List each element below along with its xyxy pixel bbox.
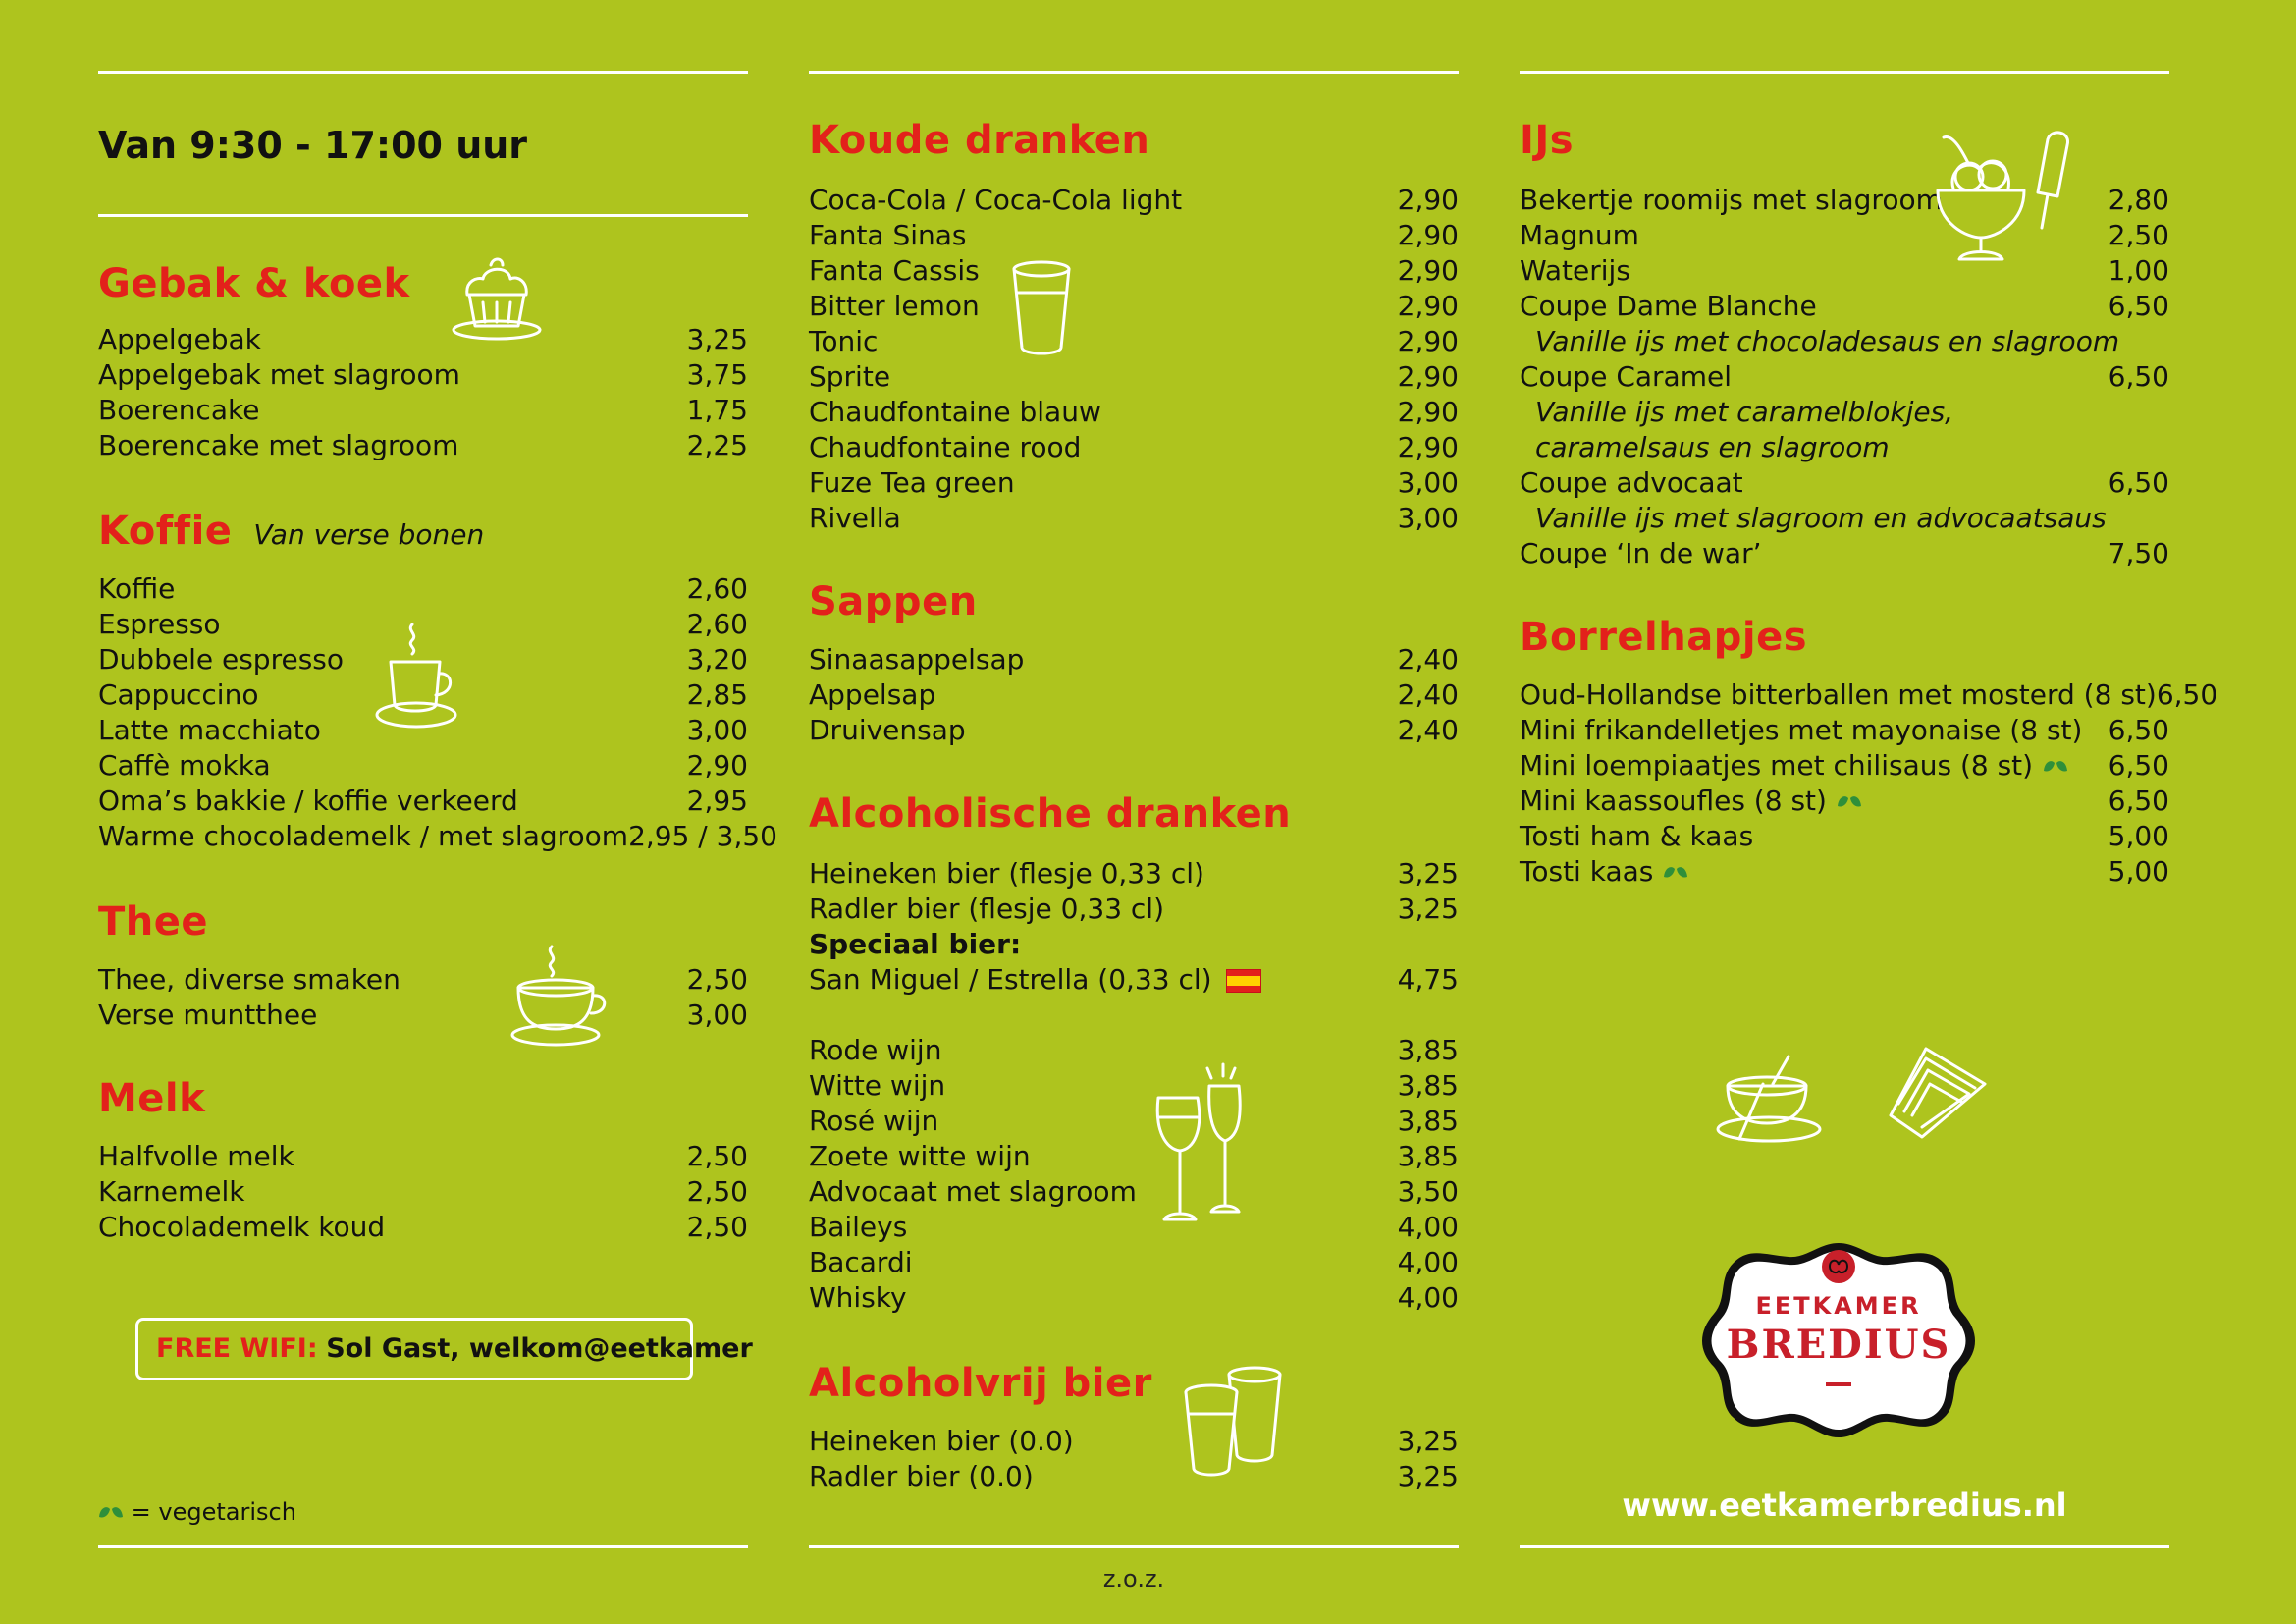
menu-item: [1520, 713, 2169, 748]
menu-item-name: [809, 1459, 1034, 1494]
section-title-ijs: IJs: [1520, 118, 1575, 163]
section-title-borrel: Borrelhapjes: [1520, 615, 1808, 660]
spain-flag-icon: [1226, 969, 1261, 993]
menu-item-name-text: Warme chocolademelk / met slagroom: [98, 820, 629, 852]
menu-item-name-text: Rosé wijn: [809, 1105, 939, 1137]
menu-item-name-text: Whisky: [809, 1281, 907, 1314]
menu-item-price: 2,50: [686, 1175, 748, 1208]
logo-dash: [1826, 1382, 1851, 1386]
menu-item: [809, 324, 1459, 359]
divider-top: [809, 71, 1459, 74]
opening-hours: Van 9:30 - 17:00 uur: [98, 124, 528, 167]
menu-item: [98, 784, 748, 819]
glass-icon: [1007, 257, 1076, 359]
menu-item: [98, 428, 748, 463]
menu-item-name: [98, 819, 628, 854]
menu-item-price: 3,25: [1397, 893, 1459, 925]
menu-item-name: [98, 393, 259, 428]
menu-item: [809, 183, 1459, 218]
menu-item-name: [809, 501, 901, 536]
menu-item-name-text: Witte wijn: [809, 1069, 946, 1102]
section-title-alcoholvrij: Alcoholvrij bier: [809, 1361, 1152, 1406]
menu-item: [809, 856, 1459, 892]
menu-item-name-text: Sprite: [809, 360, 891, 393]
menu-item-name: [809, 1068, 945, 1104]
menu-item-price: 4,75: [1397, 963, 1459, 996]
menu-item-price: 7,50: [2108, 537, 2169, 569]
menu-item-price: 2,50: [686, 963, 748, 996]
menu-item: [809, 1033, 1459, 1068]
wifi-label: FREE WIFI:: [156, 1333, 318, 1364]
menu-item-name-text: Dubbele espresso: [98, 643, 345, 676]
menu-item-price: 3,85: [1397, 1034, 1459, 1066]
menu-item-name: [98, 1210, 385, 1245]
menu-item-name-text: Mini kaassoufles (8 st): [1520, 785, 1827, 817]
menu-item: [98, 322, 748, 357]
logo-line2: BREDIUS: [1726, 1322, 1951, 1368]
menu-item-name-text: Advocaat met slagroom: [809, 1175, 1137, 1208]
menu-item-price: 2,25: [686, 429, 748, 461]
menu-item-name-text: Heineken bier (flesje 0,33 cl): [809, 857, 1204, 890]
menu-item-price: 3,85: [1397, 1105, 1459, 1137]
divider: [98, 214, 748, 217]
menu-item: [809, 892, 1459, 927]
menu-item-price: 6,50: [2108, 360, 2169, 393]
menu-item: [98, 748, 748, 784]
menu-item: [98, 819, 777, 854]
menu-item-name: [809, 1139, 1031, 1174]
section-title-gebak: Gebak & koek: [98, 261, 410, 306]
menu-item-price: 3,50: [1397, 1175, 1459, 1208]
menu-item-price: 5,00: [2108, 820, 2169, 852]
menu-item: [809, 1210, 1459, 1245]
menu-item-price: 3,00: [686, 714, 748, 746]
menu-list-melk: [98, 1139, 748, 1245]
menu-item-name-text: Appelsap: [809, 678, 936, 711]
menu-item-price: 2,90: [1397, 254, 1459, 287]
menu-item-name: [1520, 748, 2068, 784]
menu-item-price: 3,25: [1397, 857, 1459, 890]
menu-item-name: [809, 465, 1015, 501]
menu-item-price: 2,85: [686, 678, 748, 711]
menu-item-name-text: Cappuccino: [98, 678, 259, 711]
veg-legend-text: = vegetarisch: [131, 1498, 296, 1526]
menu-item: [1520, 784, 2169, 819]
menu-item-price: 2,90: [686, 749, 748, 782]
menu-item: [809, 713, 1459, 748]
menu-item-price: 2,90: [1397, 360, 1459, 393]
menu-item-price: 2,90: [1397, 184, 1459, 216]
divider-top: [1520, 71, 2169, 74]
menu-item-name-text: Mini frikandelletjes met mayonaise (8 st): [1520, 714, 2083, 746]
section-note-koffie: Van verse bonen: [253, 518, 485, 551]
menu-item-name: [1520, 713, 2082, 748]
menu-item-name-text: Rode wijn: [809, 1034, 942, 1066]
menu-item-name-text: Zoete witte wijn: [809, 1140, 1031, 1172]
leaf-icon: [1663, 863, 1688, 883]
menu-item-name: [809, 713, 966, 748]
menu-item: [98, 571, 748, 607]
menu-item-name-text: Appelgebak met slagroom: [98, 358, 460, 391]
menu-item-name: [98, 571, 175, 607]
divider-top: [98, 71, 748, 74]
menu-item-name: [1520, 536, 1762, 571]
menu-item-price: 2,90: [1397, 396, 1459, 428]
menu-item-name: [809, 430, 1081, 465]
menu-item-name: [809, 183, 1182, 218]
menu-item-name-text: Coca-Cola / Coca-Cola light: [809, 184, 1183, 216]
wifi-box: [135, 1318, 753, 1380]
menu-item-price: 2,90: [1397, 431, 1459, 463]
menu-item-price: 4,00: [1397, 1281, 1459, 1314]
menu-item-name: [98, 322, 261, 357]
menu-item-name-text: Oud-Hollandse bitterballen met mosterd (8 st): [1520, 678, 2157, 711]
menu-item-price: 2,95 / 3,50: [628, 820, 777, 852]
menu-item-price: 2,60: [686, 572, 748, 605]
menu-item-name: [809, 1174, 1137, 1210]
menu-item-name-text: Fanta Cassis: [809, 254, 980, 287]
menu-item-name-text: Boerencake met slagroom: [98, 429, 459, 461]
menu-item-name-text: Halfvolle melk: [98, 1140, 294, 1172]
menu-item: [809, 1459, 1459, 1494]
special-beer-label: Speciaal bier:: [809, 928, 1022, 960]
menu-item-name: [98, 713, 321, 748]
menu-item-price: 4,00: [1397, 1211, 1459, 1243]
menu-item-price: 5,00: [2108, 855, 2169, 888]
leaf-icon: [1837, 792, 1862, 812]
menu-item-name-text: Chaudfontaine blauw: [809, 396, 1101, 428]
menu-item-name-text: Radler bier (flesje 0,33 cl): [809, 893, 1165, 925]
menu-item-name-text: Fanta Sinas: [809, 219, 967, 251]
wine-glasses-icon: [1148, 1062, 1256, 1231]
menu-item-price: 2,50: [686, 1140, 748, 1172]
menu-list-koude: [809, 183, 1459, 536]
menu-item: [809, 1280, 1459, 1316]
menu-item-name-text: Coupe Caramel: [1520, 360, 1732, 393]
menu-item-price: 2,90: [1397, 290, 1459, 322]
column-middle: [809, 0, 1459, 1624]
menu-item-price: 3,25: [686, 323, 748, 355]
menu-item: [1520, 748, 2169, 784]
menu-item-name: [809, 677, 935, 713]
menu-item: [98, 998, 748, 1033]
menu-item-name: [809, 289, 980, 324]
column-right: [1520, 0, 2218, 1624]
menu-item-name-text: Tosti ham & kaas: [1520, 820, 1754, 852]
menu-item-name-text: Caffè mokka: [98, 749, 271, 782]
menu-item: [809, 395, 1459, 430]
menu-item-price: 6,50: [2108, 290, 2169, 322]
page-turn-note: z.o.z.: [1102, 1565, 1165, 1593]
soup-bowl-icon: [1714, 1053, 1824, 1143]
menu-list-alcohol-a: [809, 856, 1459, 927]
menu-item-price: 3,00: [686, 999, 748, 1031]
menu-item-name: [98, 998, 317, 1033]
menu-item: [809, 465, 1459, 501]
menu-item: [1520, 289, 2169, 324]
menu-item: [809, 962, 1459, 998]
menu-item-name: [809, 1033, 941, 1068]
leaf-icon: [2043, 757, 2068, 777]
menu-item-name: [809, 324, 878, 359]
menu-item-name-text: Waterijs: [1520, 254, 1630, 287]
menu-item-price: 2,90: [1397, 325, 1459, 357]
menu-item-name: [1520, 359, 1732, 395]
divider-bottom: [98, 1545, 748, 1548]
menu-item-name-text: Appelgebak: [98, 323, 261, 355]
menu-item-price: 2,50: [686, 1211, 748, 1243]
menu-item-name: [809, 1424, 1074, 1459]
menu-list-borrel: [1520, 677, 2218, 890]
menu-item-price: 2,95: [686, 785, 748, 817]
menu-item-name-text: Chaudfontaine rood: [809, 431, 1082, 463]
menu-item: [98, 1210, 748, 1245]
menu-item-name: [1520, 784, 1862, 819]
menu-item: [98, 393, 748, 428]
sandwich-icon: [1883, 1045, 1993, 1143]
section-title-koffie: [98, 509, 484, 554]
menu-item: [809, 1104, 1459, 1139]
menu-item: [809, 1424, 1459, 1459]
menu-item-price: 2,40: [1397, 643, 1459, 676]
menu-item-name: [809, 642, 1024, 677]
menu-item-name: [809, 856, 1204, 892]
menu-item-price: 3,20: [686, 643, 748, 676]
menu-item-name-text: Thee, diverse smaken: [98, 963, 400, 996]
menu-item: [809, 289, 1459, 324]
menu-item: [98, 962, 748, 998]
menu-item-name: [809, 1280, 907, 1316]
menu-item: [98, 1174, 748, 1210]
menu-item: [809, 501, 1459, 536]
menu-item-price: 6,50: [2108, 785, 2169, 817]
menu-item: [809, 359, 1459, 395]
menu-item-name: [1520, 289, 1817, 324]
menu-item-price: 2,90: [1397, 219, 1459, 251]
menu-item-name-text: Bitter lemon: [809, 290, 980, 322]
menu-item: [98, 357, 748, 393]
menu-item-name-text: Rivella: [809, 502, 901, 534]
menu-item-name-text: San Miguel / Estrella (0,33 cl): [809, 963, 1212, 996]
menu-item-name-text: Mini loempiaatjes met chilisaus (8 st): [1520, 749, 2034, 782]
menu-item-name-text: Bekertje roomijs met slagroom: [1520, 184, 1943, 216]
menu-item-price: 2,40: [1397, 714, 1459, 746]
menu-item-price: 3,85: [1397, 1069, 1459, 1102]
menu-item-name: [1520, 465, 1743, 501]
menu-item-name-text: Oma’s bakkie / koffie verkeerd: [98, 785, 518, 817]
leaf-icon: [98, 1503, 124, 1523]
menu-item-name-text: Coupe advocaat: [1520, 466, 1743, 499]
menu-item-name-text: Magnum: [1520, 219, 1639, 251]
menu-item-name: [98, 642, 344, 677]
menu-item-name: [809, 1245, 913, 1280]
menu-item-name: [809, 1104, 938, 1139]
section-title-koffie-text: Koffie: [98, 509, 233, 554]
menu-item-name: [98, 428, 458, 463]
menu-item-name: [98, 962, 400, 998]
menu-item-price: 2,40: [1397, 678, 1459, 711]
menu-list-sappen: [809, 642, 1459, 748]
section-title-alcohol: Alcoholische dranken: [809, 791, 1292, 837]
menu-item-name: [1520, 854, 1688, 890]
beer-glasses-icon: [1178, 1361, 1286, 1483]
menu-item-name: [1520, 819, 1753, 854]
menu-item-price: 6,50: [2156, 678, 2218, 711]
menu-item-name: [809, 253, 980, 289]
menu-list-gebak: [98, 322, 748, 463]
menu-item-name-text: Druivensap: [809, 714, 966, 746]
menu-item-price: 2,50: [2108, 219, 2169, 251]
menu-item-description: Vanille ijs met slagroom en advocaatsaus: [1535, 502, 2107, 534]
divider-bottom: [1520, 1545, 2169, 1548]
menu-item-name: [1520, 183, 1943, 218]
menu-item-name: [809, 1210, 907, 1245]
menu-item-name-text: Baileys: [809, 1211, 908, 1243]
menu-list-alcohol-b: [809, 1033, 1459, 1316]
ice-cream-icon: [1934, 130, 2091, 267]
menu-item-name: [809, 395, 1101, 430]
menu-item: [1520, 465, 2169, 501]
menu-item-name: [1520, 253, 1630, 289]
menu-item-price: 1,75: [686, 394, 748, 426]
menu-item-name: [98, 748, 271, 784]
menu-item-name-text: Verse muntthee: [98, 999, 318, 1031]
menu-item-name: [98, 784, 518, 819]
menu-item-name: [98, 1174, 245, 1210]
menu-item-name: [1520, 677, 2157, 713]
menu-item-name: [98, 677, 258, 713]
section-title-koude: Koude dranken: [809, 118, 1150, 163]
veg-legend: [98, 1498, 296, 1526]
menu-item-description: caramelsaus en slagroom: [1535, 431, 1890, 463]
menu-item-name: [1520, 218, 1639, 253]
tea-cup-icon: [507, 941, 614, 1049]
menu-item-name-text: Coupe ‘In de war’: [1520, 537, 1762, 569]
menu-item-name-text: Coupe Dame Blanche: [1520, 290, 1817, 322]
menu-item-name-text: Chocolademelk koud: [98, 1211, 386, 1243]
menu-item-name-text: Radler bier (0.0): [809, 1460, 1034, 1492]
section-title-sappen: Sappen: [809, 579, 978, 624]
menu-item: [1520, 854, 2169, 890]
menu-item-name: [809, 218, 967, 253]
section-title-melk: Melk: [98, 1076, 206, 1121]
menu-item-price: 3,85: [1397, 1140, 1459, 1172]
menu-item-price: 6,50: [2108, 466, 2169, 499]
divider-bottom: [809, 1545, 1459, 1548]
menu-item-name: [98, 357, 460, 393]
logo-line1: EETKAMER: [1755, 1292, 1922, 1320]
menu-item: [809, 1139, 1459, 1174]
website-url[interactable]: www.eetkamerbredius.nl: [1622, 1487, 2067, 1524]
menu-item: [809, 218, 1459, 253]
menu-item-name-text: Tosti kaas: [1520, 855, 1654, 888]
menu-item-price: 2,60: [686, 608, 748, 640]
menu-item: [98, 1139, 748, 1174]
menu-item-name-text: Bacardi: [809, 1246, 913, 1278]
menu-item-price: 4,00: [1397, 1246, 1459, 1278]
menu-item-name-text: Fuze Tea green: [809, 466, 1015, 499]
menu-item: [809, 1174, 1459, 1210]
menu-item-price: 2,80: [2108, 184, 2169, 216]
menu-item-name: [809, 962, 1261, 998]
menu-item-name: [809, 892, 1164, 927]
menu-item-name-text: Koffie: [98, 572, 176, 605]
menu-item-name: [98, 1139, 294, 1174]
menu-item: [1520, 536, 2169, 571]
menu-item-name-text: Latte macchiato: [98, 714, 321, 746]
menu-item-name: [98, 607, 220, 642]
menu-item: [809, 642, 1459, 677]
menu-item-price: 6,50: [2108, 714, 2169, 746]
menu-item-description: Vanille ijs met chocoladesaus en slagroom: [1535, 325, 2120, 357]
section-title-thee: Thee: [98, 899, 209, 945]
wifi-value: Sol Gast, welkom@eetkamer: [326, 1333, 753, 1364]
menu-item: [809, 430, 1459, 465]
menu-item-name-text: Heineken bier (0.0): [809, 1425, 1074, 1457]
menu-list-alcohol: [809, 856, 1459, 1316]
column-left: [98, 0, 777, 1624]
coffee-cup-icon: [373, 617, 471, 732]
menu-item: [809, 1245, 1459, 1280]
menu-list-alcoholvrij: [809, 1424, 1459, 1494]
menu-item-name-text: Espresso: [98, 608, 221, 640]
menu-item-price: 6,50: [2108, 749, 2169, 782]
menu-item-name: [809, 359, 890, 395]
menu-item-description: Vanille ijs met caramelblokjes,: [1535, 396, 1954, 428]
menu-item-name-text: Boerencake: [98, 394, 260, 426]
menu-item: [809, 253, 1459, 289]
menu-item: [809, 1068, 1459, 1104]
menu-item-price: 1,00: [2108, 254, 2169, 287]
menu-item-name-text: Sinaasappelsap: [809, 643, 1025, 676]
menu-item-price: 3,25: [1397, 1460, 1459, 1492]
menu-item: [809, 677, 1459, 713]
menu-item-price: 3,75: [686, 358, 748, 391]
menu-item-price: 3,25: [1397, 1425, 1459, 1457]
menu-list-thee: [98, 962, 748, 1033]
menu-item: [1520, 359, 2169, 395]
menu-item-price: 3,00: [1397, 466, 1459, 499]
menu-item: [1520, 819, 2169, 854]
menu-item: [1520, 677, 2218, 713]
menu-item-name-text: Tonic: [809, 325, 879, 357]
menu-item-name-text: Karnemelk: [98, 1175, 245, 1208]
cake-icon: [448, 251, 546, 342]
menu-item-price: 3,00: [1397, 502, 1459, 534]
